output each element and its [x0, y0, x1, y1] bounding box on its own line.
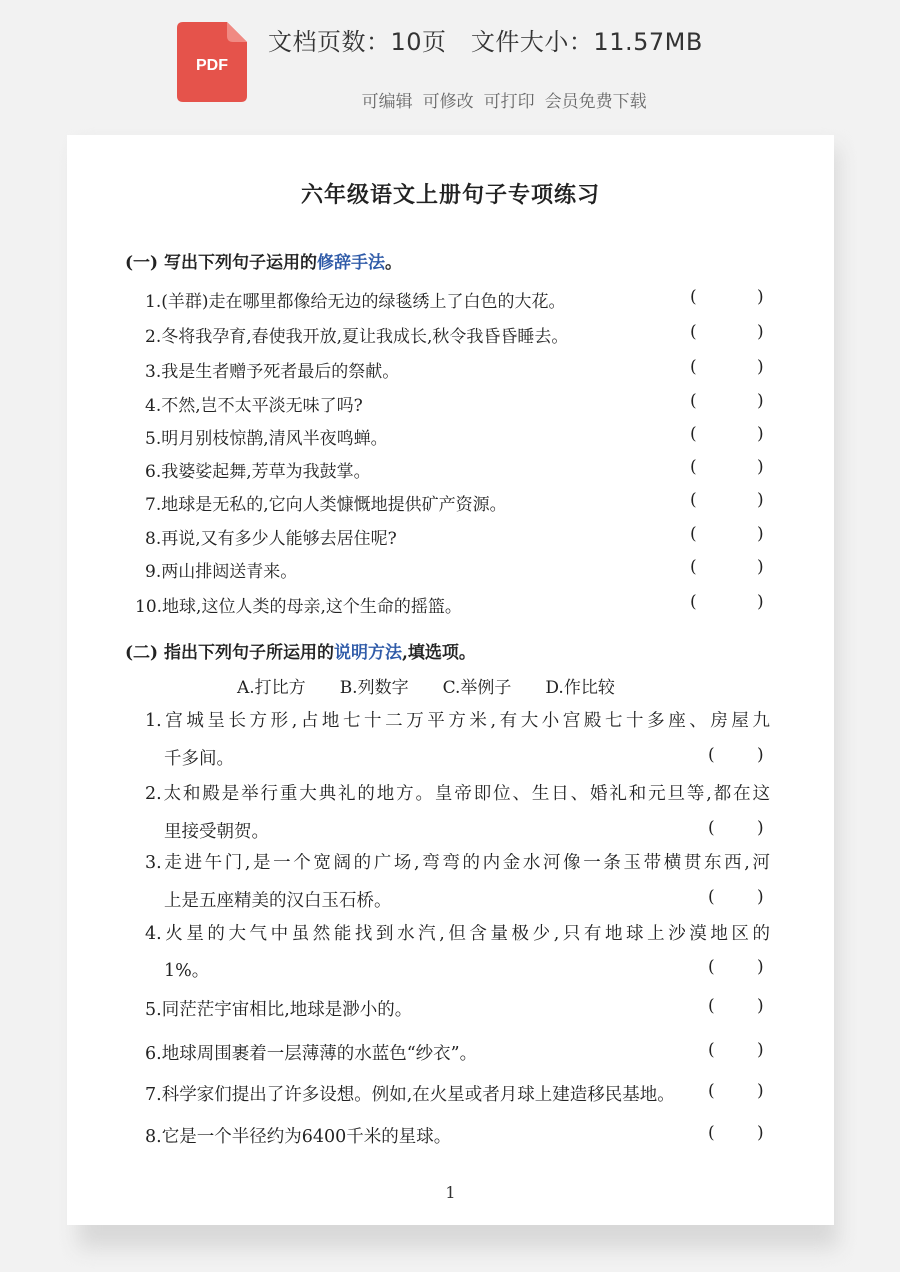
- option-d: D.作比较: [545, 678, 615, 698]
- s1-answer-close-2: ): [757, 322, 764, 342]
- s1-question-4: 4.不然,岂不太平淡无味了吗?: [145, 396, 363, 416]
- s2-question-3-line2: 上是五座精美的汉白玉石桥。: [164, 891, 392, 911]
- s1-answer-open-9: (: [690, 557, 697, 577]
- file-info-title: 文档页数：10页 文件大小：11.57MB: [268, 28, 703, 56]
- s2-question-7: 7.科学家们提出了许多设想。例如,在火星或者月球上建造移民基地。: [145, 1085, 675, 1105]
- document-page: [67, 135, 834, 1225]
- feature-printable: 可打印: [483, 92, 535, 112]
- s2-answer-open-5: (: [708, 996, 715, 1016]
- s2-answer-open-3: (: [708, 887, 715, 907]
- section1-heading: (一) 写出下列句子运用的修辞手法。: [125, 253, 403, 273]
- s1-answer-close-4: ): [757, 391, 764, 411]
- s2-answer-close-4: ): [757, 957, 764, 977]
- s2-question-2-line1: 2.太和殿是举行重大典礼的地方。皇帝即位、生日、婚礼和元旦等,都在这: [145, 784, 770, 804]
- page-number: 1: [445, 1183, 456, 1202]
- s2-question-3-line1: 3.走进午门,是一个宽阔的广场,弯弯的内金水河像一条玉带横贯东西,河: [145, 853, 770, 873]
- feature-editable: 可编辑: [361, 92, 413, 112]
- s1-answer-close-6: ): [757, 457, 764, 477]
- s2-answer-close-1: ): [757, 745, 764, 765]
- s1-question-10: 10.地球,这位人类的母亲,这个生命的摇篮。: [135, 597, 462, 617]
- s1-answer-close-10: ): [757, 592, 764, 612]
- section1-highlight: 修辞手法: [317, 253, 386, 273]
- s2-answer-open-7: (: [708, 1081, 715, 1101]
- s1-answer-open-7: (: [690, 490, 697, 510]
- s1-answer-open-4: (: [690, 391, 697, 411]
- option-b: B.列数字: [339, 678, 409, 698]
- s1-question-7: 7.地球是无私的,它向人类慷慨地提供矿产资源。: [145, 495, 507, 515]
- s2-answer-close-3: ): [757, 887, 764, 907]
- s2-question-5: 5.同茫茫宇宙相比,地球是渺小的。: [145, 1000, 413, 1020]
- s1-answer-open-1: (: [690, 287, 697, 307]
- s1-answer-close-9: ): [757, 557, 764, 577]
- document-title: 六年级语文上册句子专项练习: [300, 182, 600, 208]
- section2-highlight: 说明方法: [334, 643, 403, 663]
- option-c: C.举例子: [442, 678, 512, 698]
- pdf-file-icon: [177, 22, 247, 102]
- s1-answer-close-5: ): [757, 424, 764, 444]
- s1-question-3: 3.我是生者赠予死者最后的祭献。: [145, 362, 400, 382]
- s1-answer-open-8: (: [690, 524, 697, 544]
- s1-answer-close-1: ): [757, 287, 764, 307]
- s1-question-9: 9.两山排闼送青来。: [145, 562, 298, 582]
- s2-answer-close-5: ): [757, 996, 764, 1016]
- answer-options: [237, 673, 649, 698]
- s1-question-1: 1.(羊群)走在哪里都像给无边的绿毯绣上了白色的大花。: [145, 292, 566, 312]
- s2-question-6: 6.地球周围裹着一层薄薄的水蓝色“纱衣”。: [145, 1044, 478, 1064]
- s2-question-2-line2: 里接受朝贺。: [164, 822, 269, 842]
- s2-answer-open-6: (: [708, 1040, 715, 1060]
- s1-answer-open-2: (: [690, 322, 697, 342]
- s1-answer-close-3: ): [757, 357, 764, 377]
- feature-member-download[interactable]: 会员免费下载: [544, 92, 647, 112]
- s2-answer-open-1: (: [708, 745, 715, 765]
- pdf-icon-label: PDF: [196, 57, 228, 74]
- s1-answer-open-10: (: [690, 592, 697, 612]
- s1-answer-open-5: (: [690, 424, 697, 444]
- s1-question-2: 2.冬将我孕育,春使我开放,夏让我成长,秋令我昏昏睡去。: [145, 327, 569, 347]
- s2-answer-close-2: ): [757, 818, 764, 838]
- s2-answer-open-2: (: [708, 818, 715, 838]
- s2-question-1-line1: 1.宫城呈长方形,占地七十二万平方米,有大小宫殿七十多座、房屋九: [145, 711, 770, 731]
- s2-answer-close-6: ): [757, 1040, 764, 1060]
- s1-question-6: 6.我婆娑起舞,芳草为我鼓掌。: [145, 462, 371, 482]
- s1-answer-open-6: (: [690, 457, 697, 477]
- file-features: [340, 67, 657, 132]
- section2-heading: (二) 指出下列句子所运用的说明方法,填选项。: [125, 643, 476, 663]
- s2-question-8: 8.它是一个半径约为6400千米的星球。: [145, 1127, 452, 1147]
- s2-answer-open-4: (: [708, 957, 715, 977]
- s1-question-8: 8.再说,又有多少人能够去居住呢?: [145, 529, 397, 549]
- s2-question-1-line2: 千多间。: [164, 749, 234, 769]
- s2-question-4-line1: 4.火星的大气中虽然能找到水汽,但含量极少,只有地球上沙漠地区的: [145, 924, 770, 944]
- feature-modifiable: 可修改: [422, 92, 474, 112]
- s1-answer-close-8: ): [757, 524, 764, 544]
- s2-question-4-line2: 1%。: [164, 961, 210, 981]
- s1-question-5: 5.明月别枝惊鹊,清风半夜鸣蝉。: [145, 429, 388, 449]
- s1-answer-open-3: (: [690, 357, 697, 377]
- s1-answer-close-7: ): [757, 490, 764, 510]
- download-header: [0, 0, 900, 120]
- s2-answer-close-7: ): [757, 1081, 764, 1101]
- s2-answer-close-8: ): [757, 1123, 764, 1143]
- option-a: A.打比方: [237, 678, 306, 698]
- s2-answer-open-8: (: [708, 1123, 715, 1143]
